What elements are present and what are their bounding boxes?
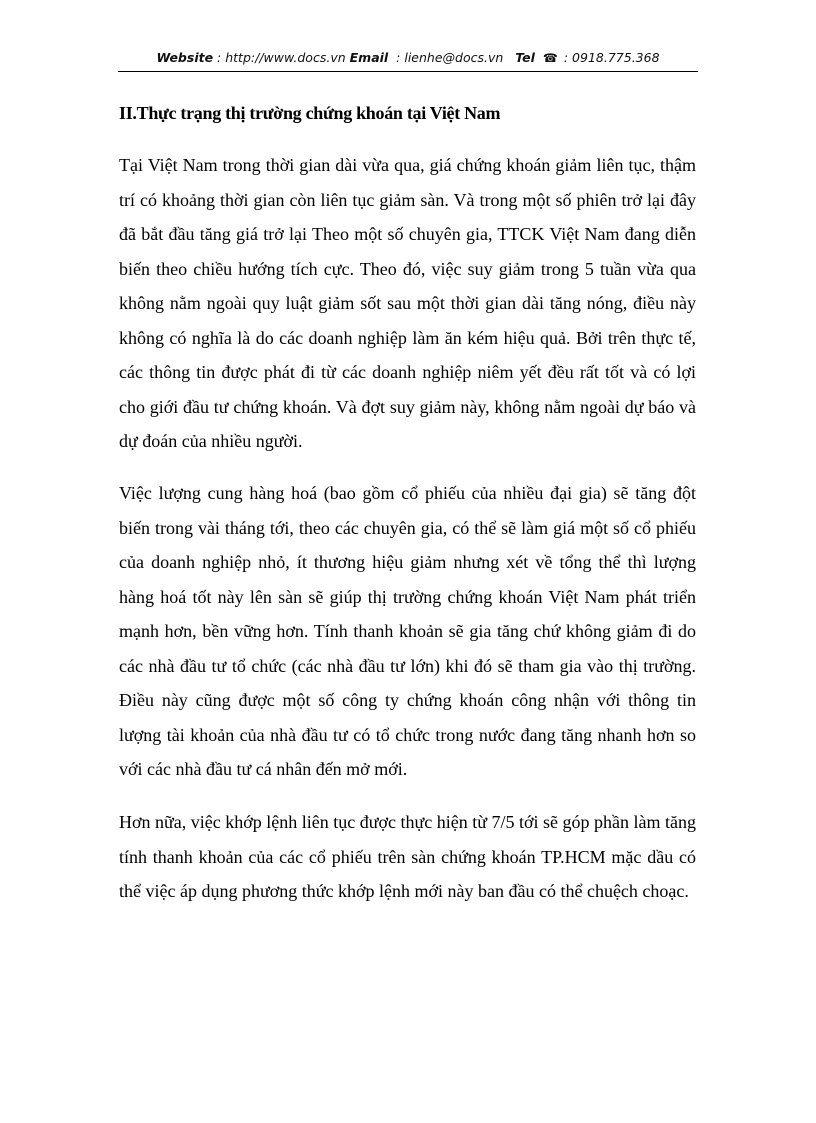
email-link[interactable]: lienhe@docs.vn [404, 50, 504, 65]
tel-number: 0918.775.368 [572, 50, 660, 65]
paragraph-2: Việc lượng cung hàng hoá (bao gồm cổ phiếu của nhiều đại gia) sẽ tăng đột biến trong vài tháng tới, theo các chuyên gia, có thể sẽ làm giá một số cổ phiếu của doanh nghiệp nhỏ, ít thương hiệu giảm nhưng xét về tổng thể thì lượng hàng hoá tốt này lên sàn sẽ giúp thị trường chứng khoán Việt Nam phát triển mạnh hơn, bền vững hơn. Tính thanh khoản sẽ gia tăng chứ không giảm đi do các nhà đầu tư tổ chức (các nhà đầu tư lớn) khi đó sẽ tham gia vào thị trường. Điều này cũng được một số công ty chứng khoán công nhận với thông tin lượng tài khoản của nhà đầu tư có tổ chức trong nước đang tăng nhanh hơn so với các nhà đầu tư cá nhân đến mở mới. [119, 483, 696, 779]
website-label: Website [156, 50, 214, 65]
page-header: Website : http://www.docs.vn Email : lienhe@docs.vn Tel ☎ : 0918.775.368 [156, 50, 660, 65]
email-label: Email [349, 50, 389, 65]
website-link[interactable]: http://www.docs.vn [225, 50, 346, 65]
paragraph-3: Hơn nữa, việc khớp lệnh liên tục được thực hiện từ 7/5 tới sẽ góp phần làm tăng tính thanh khoản của các cổ phiếu trên sàn chứng khoán TP.HCM mặc dầu có thể việc áp dụng phương thức khớp lệnh mới này ban đầu có thể chuệch choạc. [119, 812, 696, 901]
header-divider [118, 71, 698, 72]
tel-label: Tel [515, 50, 535, 65]
paragraph-1: Tại Việt Nam trong thời gian dài vừa qua, giá chứng khoán giảm liên tục, thậm trí có khoảng thời gian còn liên tục giảm sàn. Và trong một số phiên trở lại đây đã bắt đầu tăng giá trở lại Theo một số chuyên gia, TTCK Việt Nam đang diễn biến theo chiều hướng tích cực. Theo đó, việc suy giảm trong 5 tuần vừa qua không nằm ngoài quy luật giảm sốt sau một thời gian dài tăng nóng, điều này không có nghĩa là do các doanh nghiệp làm ăn kém hiệu quả. Bởi trên thực tế, các thông tin được phát đi từ các doanh nghiệp niêm yết đều rất tốt và có lợi cho giới đầu tư chứng khoán. Và đợt suy giảm này, không nằm ngoài dự báo và dự đoán của nhiều người. [119, 155, 696, 451]
section-title: II.Thực trạng thị trường chứng khoán tại Việt Nam [119, 103, 501, 123]
phone-icon: ☎ [542, 51, 558, 65]
